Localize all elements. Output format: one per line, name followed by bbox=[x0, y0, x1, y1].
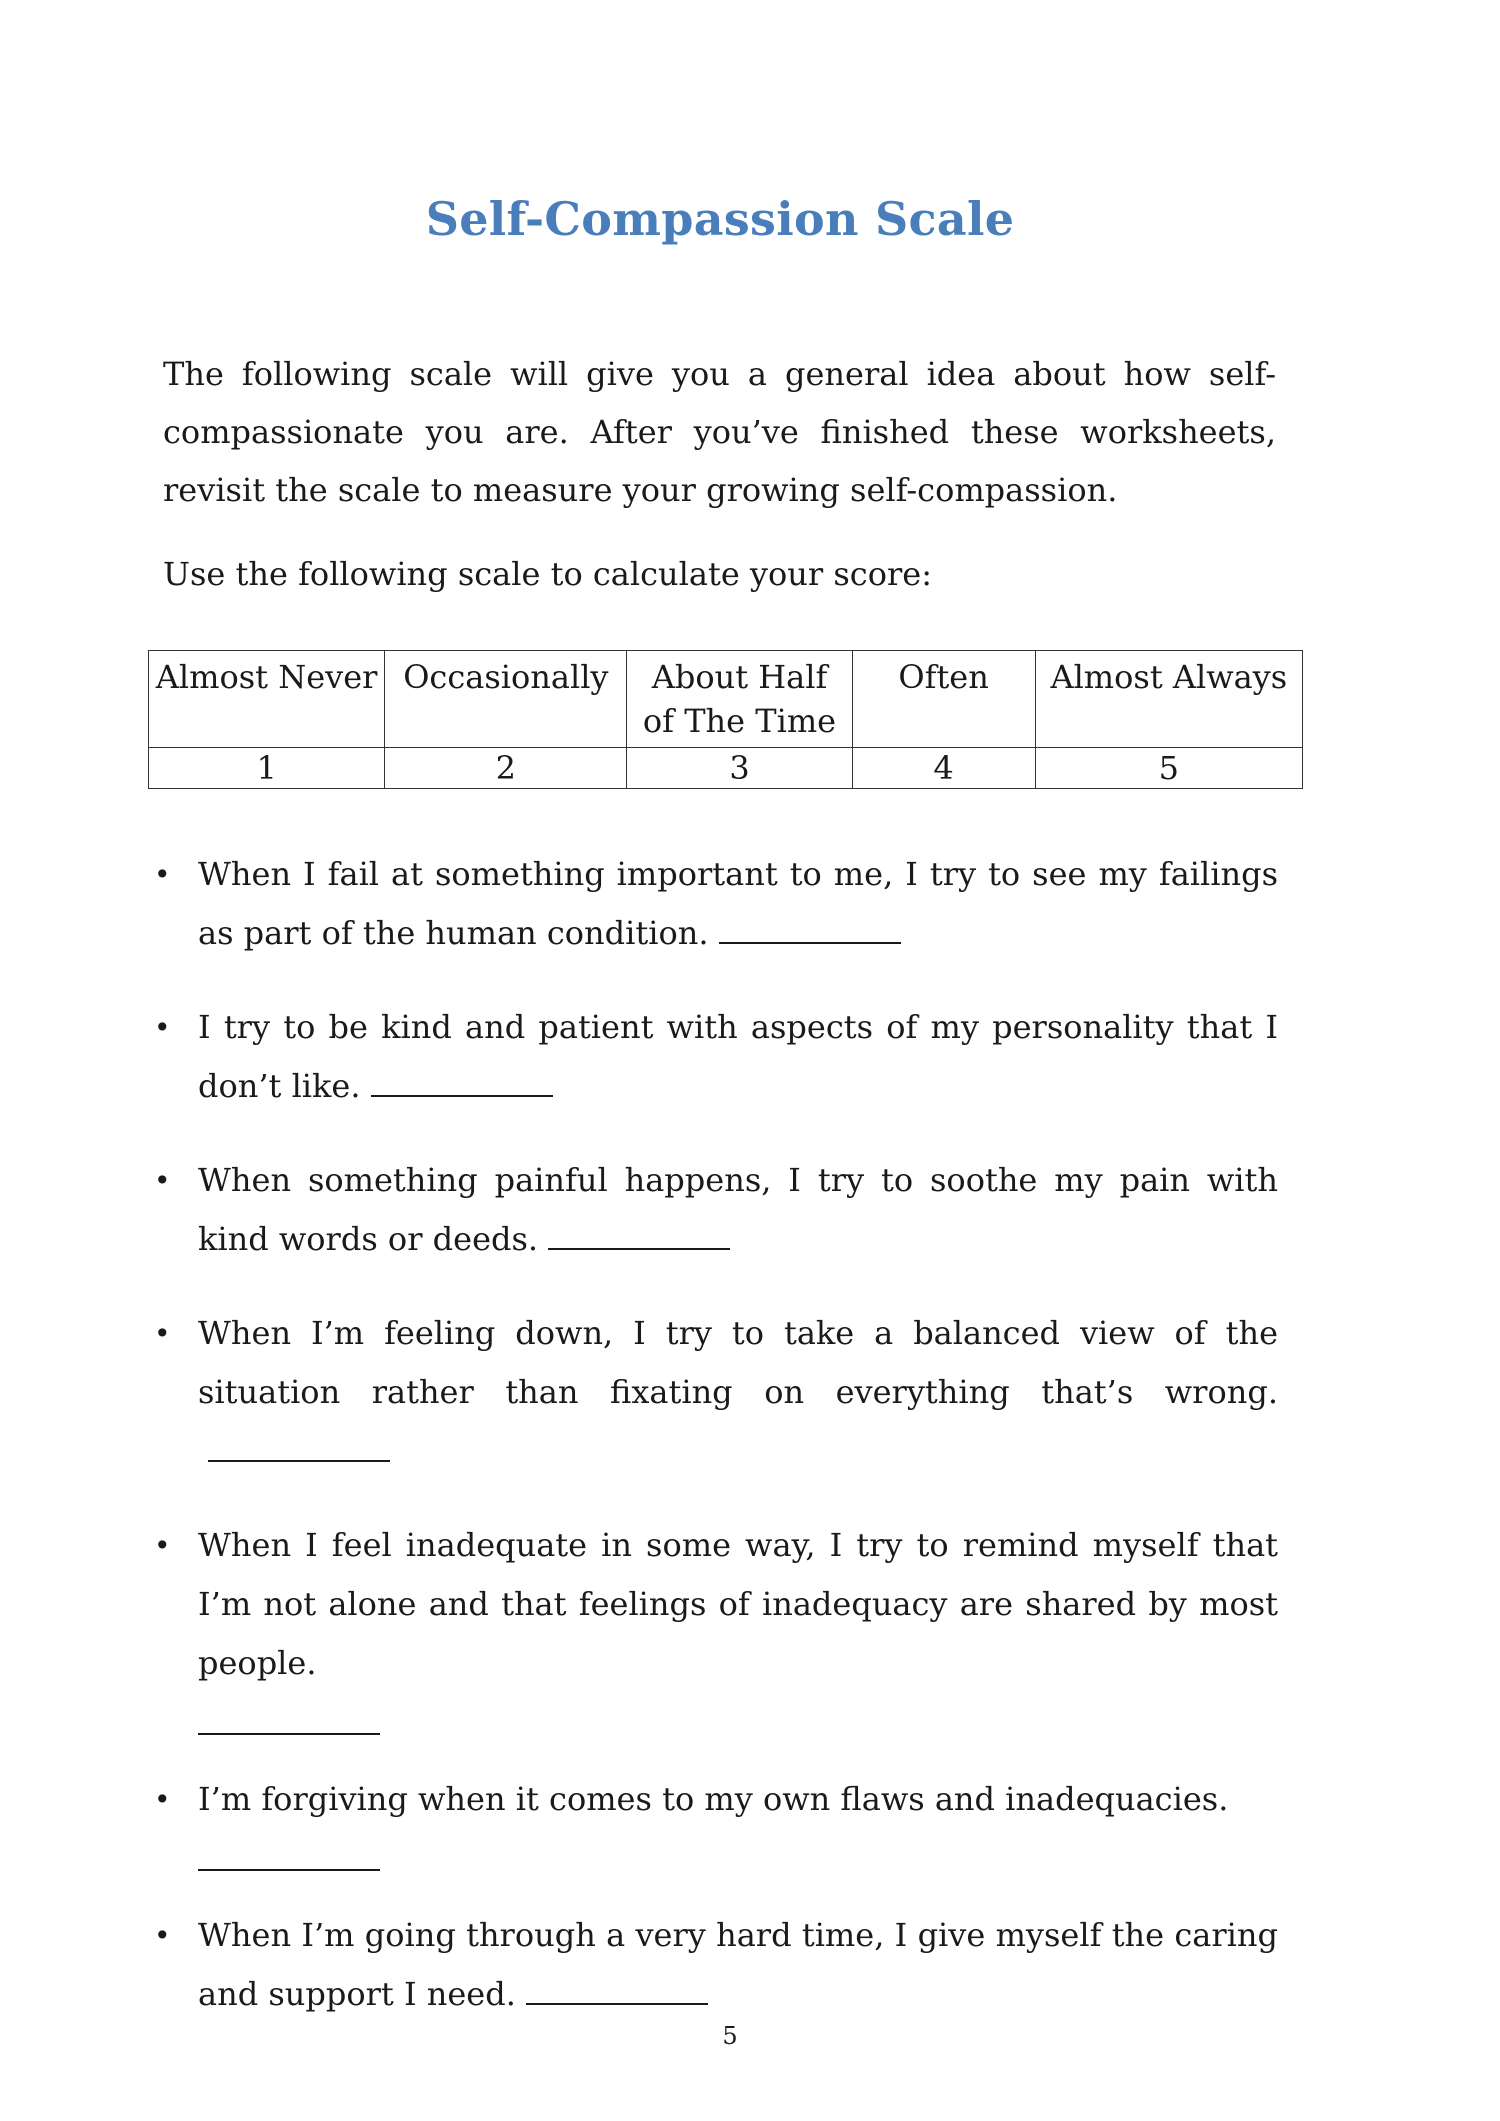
instruction-text: Use the following scale to calculate your score: bbox=[163, 555, 932, 593]
statement-text: I try to be kind and patient with aspects of my personality that I don’t like. bbox=[198, 1008, 1278, 1105]
answer-blank[interactable] bbox=[371, 1069, 553, 1097]
statement-text: When I feel inadequate in some way, I try to remind myself that I’m not alone and that feelings of inadequacy are shared by most people. bbox=[198, 1526, 1278, 1682]
scale-value: 4 bbox=[852, 748, 1035, 789]
scale-value: 1 bbox=[149, 748, 385, 789]
statement-text: I’m forgiving when it comes to my own flaws and inadequacies. bbox=[198, 1780, 1229, 1818]
list-item bbox=[198, 1516, 1278, 1735]
list-item bbox=[198, 1906, 1278, 2024]
statement-text: When something painful happens, I try to soothe my pain with kind words or deeds. bbox=[198, 1161, 1278, 1258]
scale-value: 3 bbox=[627, 748, 852, 789]
answer-blank[interactable] bbox=[526, 1977, 708, 2005]
list-item bbox=[198, 1151, 1278, 1269]
list-item bbox=[198, 845, 1278, 963]
scale-values-row bbox=[149, 748, 1303, 789]
list-item bbox=[198, 998, 1278, 1116]
statement-list bbox=[198, 845, 1278, 2059]
list-item bbox=[198, 1304, 1278, 1481]
scale-label: Almost Never bbox=[149, 651, 385, 748]
answer-blank[interactable] bbox=[208, 1434, 390, 1462]
answer-blank[interactable] bbox=[548, 1222, 730, 1250]
intro-paragraph: The following scale will give you a general idea about how self-compassionate you are. After you’ve finished these worksheets, revisit the scale to measure your growing self-compassion. bbox=[163, 355, 1276, 509]
scale-value: 2 bbox=[385, 748, 627, 789]
scale-label: About Half of The Time bbox=[627, 651, 852, 748]
scale-label: Often bbox=[852, 651, 1035, 748]
statement-text: When I’m feeling down, I try to take a balanced view of the situation rather than fixating on everything that’s wrong. bbox=[198, 1314, 1278, 1411]
answer-blank[interactable] bbox=[198, 1693, 380, 1735]
answer-blank[interactable] bbox=[719, 916, 901, 944]
scale-value: 5 bbox=[1035, 748, 1302, 789]
page-title: Self-Compassion Scale bbox=[425, 192, 1015, 246]
scale-label: Almost Always bbox=[1035, 651, 1302, 748]
page-number: 5 bbox=[722, 2022, 738, 2050]
scale-labels-row bbox=[149, 651, 1303, 748]
statement-text: When I’m going through a very hard time, I give myself the caring and support I need. bbox=[198, 1916, 1278, 2013]
list-item bbox=[198, 1770, 1278, 1871]
answer-blank[interactable] bbox=[198, 1829, 380, 1871]
scale-label: Occasionally bbox=[385, 651, 627, 748]
rating-scale-table bbox=[148, 650, 1303, 789]
statement-text: When I fail at something important to me, I try to see my failings as part of the human condition. bbox=[198, 855, 1278, 952]
